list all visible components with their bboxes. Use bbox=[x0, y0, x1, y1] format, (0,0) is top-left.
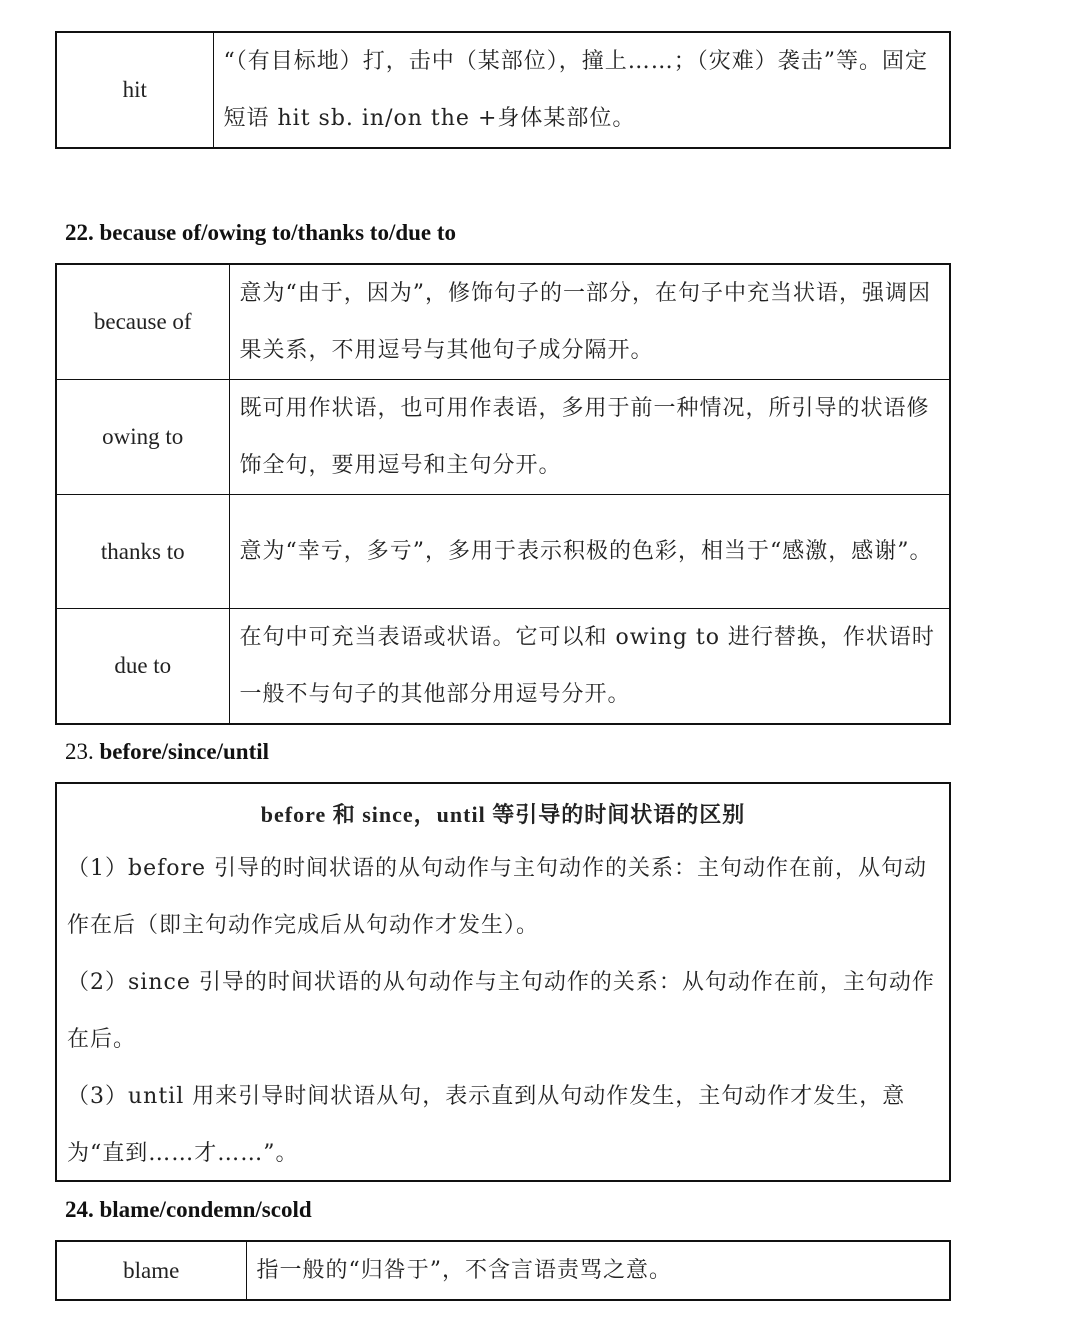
section-23-heading bbox=[65, 739, 269, 765]
description-cell: 意为“幸亏，多亏”，多用于表示积极的色彩，相当于“感激，感谢”。 bbox=[229, 495, 950, 609]
table-section-24 bbox=[55, 1240, 951, 1301]
table-row bbox=[56, 495, 950, 609]
box-point-1: （1）before 引导的时间状语的从句动作与主句动作的关系：主句动作在前，从句动作在后（即主句动作完成后从句动作才发生）。 bbox=[67, 856, 928, 938]
table-row bbox=[56, 32, 950, 148]
description-cell: 指一般的“归咎于”，不含言语责骂之意。 bbox=[246, 1241, 950, 1300]
section-23-title: before/since/until bbox=[99, 739, 270, 764]
section-23-number: 23. bbox=[65, 739, 94, 764]
term-cell: due to bbox=[56, 609, 229, 725]
description-cell: “（有目标地）打，击中（某部位），撞上……；（灾难）袭击”等。固定短语 hit sb. in/on the +身体某部位。 bbox=[213, 32, 950, 148]
term-cell: thanks to bbox=[56, 495, 229, 609]
term-cell: owing to bbox=[56, 380, 229, 495]
box-title: before 和 since，until 等引导的时间状语的区别 bbox=[260, 802, 746, 827]
table-row bbox=[56, 609, 950, 725]
term-cell: because of bbox=[56, 264, 229, 380]
box-point-3: （3）until 用来引导时间状语从句，表示直到从句动作发生，主句动作才发生，意为“直到……才……”。 bbox=[67, 1084, 906, 1166]
table-row bbox=[56, 380, 950, 495]
table-row bbox=[56, 1241, 950, 1300]
term-cell: hit bbox=[56, 32, 213, 148]
term-cell: blame bbox=[56, 1241, 246, 1300]
description-cell: 意为“由于，因为”，修饰句子的一部分，在句子中充当状语，强调因果关系，不用逗号与其他句子成分隔开。 bbox=[229, 264, 950, 380]
box-point-2: （2）since 引导的时间状语的从句动作与主句动作的关系：从句动作在前，主句动作在后。 bbox=[67, 970, 935, 1052]
table-section-22 bbox=[55, 263, 951, 725]
table-row bbox=[56, 264, 950, 380]
table-hit bbox=[55, 31, 951, 149]
section-24-heading: 24. blame/condemn/scold bbox=[65, 1197, 312, 1222]
description-cell: 既可用作状语，也可用作表语，多用于前一种情况，所引导的状语修饰全句，要用逗号和主句分开。 bbox=[229, 380, 950, 495]
description-cell: 在句中可充当表语或状语。它可以和 owing to 进行替换，作状语时一般不与句子的其他部分用逗号分开。 bbox=[229, 609, 950, 725]
section-22-heading: 22. because of/owing to/thanks to/due to bbox=[65, 220, 457, 245]
section-23-box bbox=[55, 782, 951, 1182]
